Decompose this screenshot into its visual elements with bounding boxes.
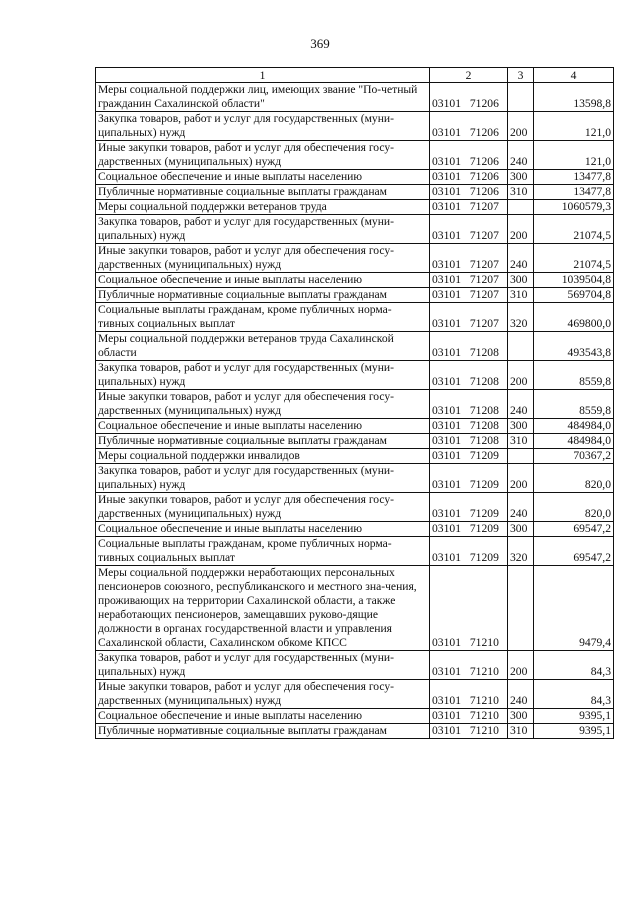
row-name-cell: Закупка товаров, работ и услуг для государственных (муни-ципальных) нужд (96, 112, 430, 141)
row-name-cell: Социальное обеспечение и иные выплаты населению (96, 709, 430, 724)
row-amount-cell: 484984,0 (534, 419, 614, 434)
row-type-cell (508, 332, 534, 361)
row-type-cell: 240 (508, 244, 534, 273)
row-code-cell: 03101 71207 (430, 273, 508, 288)
row-code-cell: 03101 71206 (430, 112, 508, 141)
table-row (96, 303, 614, 332)
table-row (96, 449, 614, 464)
row-name-cell: Иные закупки товаров, работ и услуг для обеспечения госу-дарственных (муниципальных) нужд (96, 680, 430, 709)
row-type-cell: 300 (508, 419, 534, 434)
row-code-cell: 03101 71210 (430, 709, 508, 724)
row-name-cell: Закупка товаров, работ и услуг для государственных (муни-ципальных) нужд (96, 651, 430, 680)
row-amount-cell: 8559,8 (534, 361, 614, 390)
row-amount-cell: 84,3 (534, 680, 614, 709)
table-row (96, 724, 614, 739)
row-amount-cell: 9479,4 (534, 566, 614, 651)
row-code-cell: 03101 71207 (430, 215, 508, 244)
table-row (96, 680, 614, 709)
table-row (96, 288, 614, 303)
row-code-cell: 03101 71208 (430, 332, 508, 361)
row-code-cell: 03101 71209 (430, 493, 508, 522)
row-type-cell: 240 (508, 141, 534, 170)
row-name-cell: Социальное обеспечение и иные выплаты населению (96, 170, 430, 185)
row-type-cell (508, 566, 534, 651)
row-name-cell: Меры социальной поддержки неработающих персональных пенсионеров союзного, республиканского и местного зна-чения, проживающих на территории Сахалинской области, а также неработающих пенсионеров, замещавших руково-дящие должности в органах государственной власти и управления Сахалинской области, Сахалинском обкоме КПСС (96, 566, 430, 651)
row-code-cell: 03101 71208 (430, 419, 508, 434)
row-type-cell (508, 200, 534, 215)
row-amount-cell: 121,0 (534, 141, 614, 170)
row-name-cell: Закупка товаров, работ и услуг для государственных (муни-ципальных) нужд (96, 215, 430, 244)
column-header: 2 (430, 68, 508, 83)
table-row (96, 185, 614, 200)
row-name-cell: Социальное обеспечение и иные выплаты населению (96, 419, 430, 434)
row-name-cell: Социальные выплаты гражданам, кроме публичных норма-тивных социальных выплат (96, 303, 430, 332)
row-amount-cell: 13598,8 (534, 83, 614, 112)
row-amount-cell: 820,0 (534, 493, 614, 522)
row-amount-cell: 21074,5 (534, 244, 614, 273)
table-row (96, 390, 614, 419)
page-number: 369 (310, 36, 330, 51)
row-name-cell: Публичные нормативные социальные выплаты гражданам (96, 434, 430, 449)
table-row (96, 464, 614, 493)
row-amount-cell: 121,0 (534, 112, 614, 141)
row-type-cell: 300 (508, 522, 534, 537)
row-name-cell: Социальное обеспечение и иные выплаты населению (96, 522, 430, 537)
row-code-cell: 03101 71210 (430, 680, 508, 709)
table-row (96, 244, 614, 273)
row-type-cell: 300 (508, 273, 534, 288)
row-code-cell: 03101 71210 (430, 724, 508, 739)
row-amount-cell: 1060579,3 (534, 200, 614, 215)
row-type-cell (508, 83, 534, 112)
column-header: 1 (96, 68, 430, 83)
row-type-cell: 200 (508, 651, 534, 680)
row-code-cell: 03101 71207 (430, 303, 508, 332)
table-row (96, 709, 614, 724)
header-row (96, 68, 614, 83)
row-type-cell: 300 (508, 170, 534, 185)
row-type-cell: 240 (508, 493, 534, 522)
row-name-cell: Публичные нормативные социальные выплаты гражданам (96, 724, 430, 739)
row-amount-cell: 9395,1 (534, 709, 614, 724)
row-name-cell: Иные закупки товаров, работ и услуг для обеспечения госу-дарственных (муниципальных) нужд (96, 493, 430, 522)
row-type-cell: 200 (508, 112, 534, 141)
row-type-cell: 310 (508, 724, 534, 739)
row-type-cell: 300 (508, 709, 534, 724)
row-name-cell: Социальные выплаты гражданам, кроме публичных норма-тивных социальных выплат (96, 537, 430, 566)
table-row (96, 215, 614, 244)
table-row (96, 112, 614, 141)
row-amount-cell: 21074,5 (534, 215, 614, 244)
row-name-cell: Меры социальной поддержки ветеранов труда (96, 200, 430, 215)
row-name-cell: Иные закупки товаров, работ и услуг для обеспечения госу-дарственных (муниципальных) нужд (96, 390, 430, 419)
table-body (96, 83, 614, 739)
row-amount-cell: 469800,0 (534, 303, 614, 332)
row-amount-cell: 484984,0 (534, 434, 614, 449)
row-amount-cell: 69547,2 (534, 537, 614, 566)
row-amount-cell: 1039504,8 (534, 273, 614, 288)
row-amount-cell: 8559,8 (534, 390, 614, 419)
row-name-cell: Публичные нормативные социальные выплаты гражданам (96, 288, 430, 303)
table-row (96, 332, 614, 361)
row-name-cell: Социальное обеспечение и иные выплаты населению (96, 273, 430, 288)
column-header: 3 (508, 68, 534, 83)
table-row (96, 566, 614, 651)
column-header: 4 (534, 68, 614, 83)
table-row (96, 651, 614, 680)
table-row (96, 419, 614, 434)
table-row (96, 493, 614, 522)
row-name-cell: Иные закупки товаров, работ и услуг для обеспечения госу-дарственных (муниципальных) нужд (96, 141, 430, 170)
table-row (96, 537, 614, 566)
row-type-cell: 200 (508, 361, 534, 390)
row-code-cell: 03101 71206 (430, 83, 508, 112)
table-row (96, 83, 614, 112)
row-name-cell: Публичные нормативные социальные выплаты гражданам (96, 185, 430, 200)
row-amount-cell: 9395,1 (534, 724, 614, 739)
row-amount-cell: 493543,8 (534, 332, 614, 361)
table-row (96, 273, 614, 288)
row-code-cell: 03101 71208 (430, 390, 508, 419)
row-amount-cell: 70367,2 (534, 449, 614, 464)
row-code-cell: 03101 71209 (430, 449, 508, 464)
row-type-cell: 310 (508, 185, 534, 200)
row-amount-cell: 569704,8 (534, 288, 614, 303)
table-row (96, 434, 614, 449)
row-type-cell: 240 (508, 680, 534, 709)
row-type-cell: 320 (508, 537, 534, 566)
row-amount-cell: 69547,2 (534, 522, 614, 537)
row-name-cell: Меры социальной поддержки ветеранов труда Сахалинской области (96, 332, 430, 361)
row-code-cell: 03101 71206 (430, 170, 508, 185)
row-code-cell: 03101 71209 (430, 464, 508, 493)
row-code-cell: 03101 71207 (430, 288, 508, 303)
row-name-cell: Меры социальной поддержки инвалидов (96, 449, 430, 464)
row-code-cell: 03101 71209 (430, 537, 508, 566)
row-code-cell: 03101 71207 (430, 244, 508, 273)
row-amount-cell: 820,0 (534, 464, 614, 493)
row-name-cell: Меры социальной поддержки лиц, имеющих звание "По-четный гражданин Сахалинской области" (96, 83, 430, 112)
row-amount-cell: 13477,8 (534, 185, 614, 200)
row-type-cell: 310 (508, 434, 534, 449)
table-row (96, 522, 614, 537)
row-code-cell: 03101 71210 (430, 566, 508, 651)
row-type-cell: 200 (508, 215, 534, 244)
table-row (96, 170, 614, 185)
row-code-cell: 03101 71206 (430, 141, 508, 170)
row-code-cell: 03101 71209 (430, 522, 508, 537)
row-code-cell: 03101 71208 (430, 434, 508, 449)
row-code-cell: 03101 71210 (430, 651, 508, 680)
budget-table (95, 67, 614, 739)
row-amount-cell: 84,3 (534, 651, 614, 680)
row-type-cell: 240 (508, 390, 534, 419)
row-name-cell: Иные закупки товаров, работ и услуг для обеспечения госу-дарственных (муниципальных) нужд (96, 244, 430, 273)
row-type-cell: 320 (508, 303, 534, 332)
row-code-cell: 03101 71208 (430, 361, 508, 390)
row-amount-cell: 13477,8 (534, 170, 614, 185)
table-row (96, 361, 614, 390)
row-name-cell: Закупка товаров, работ и услуг для государственных (муни-ципальных) нужд (96, 464, 430, 493)
table-row (96, 200, 614, 215)
row-type-cell (508, 449, 534, 464)
row-code-cell: 03101 71206 (430, 185, 508, 200)
row-code-cell: 03101 71207 (430, 200, 508, 215)
table-row (96, 141, 614, 170)
row-type-cell: 200 (508, 464, 534, 493)
row-name-cell: Закупка товаров, работ и услуг для государственных (муни-ципальных) нужд (96, 361, 430, 390)
row-type-cell: 310 (508, 288, 534, 303)
